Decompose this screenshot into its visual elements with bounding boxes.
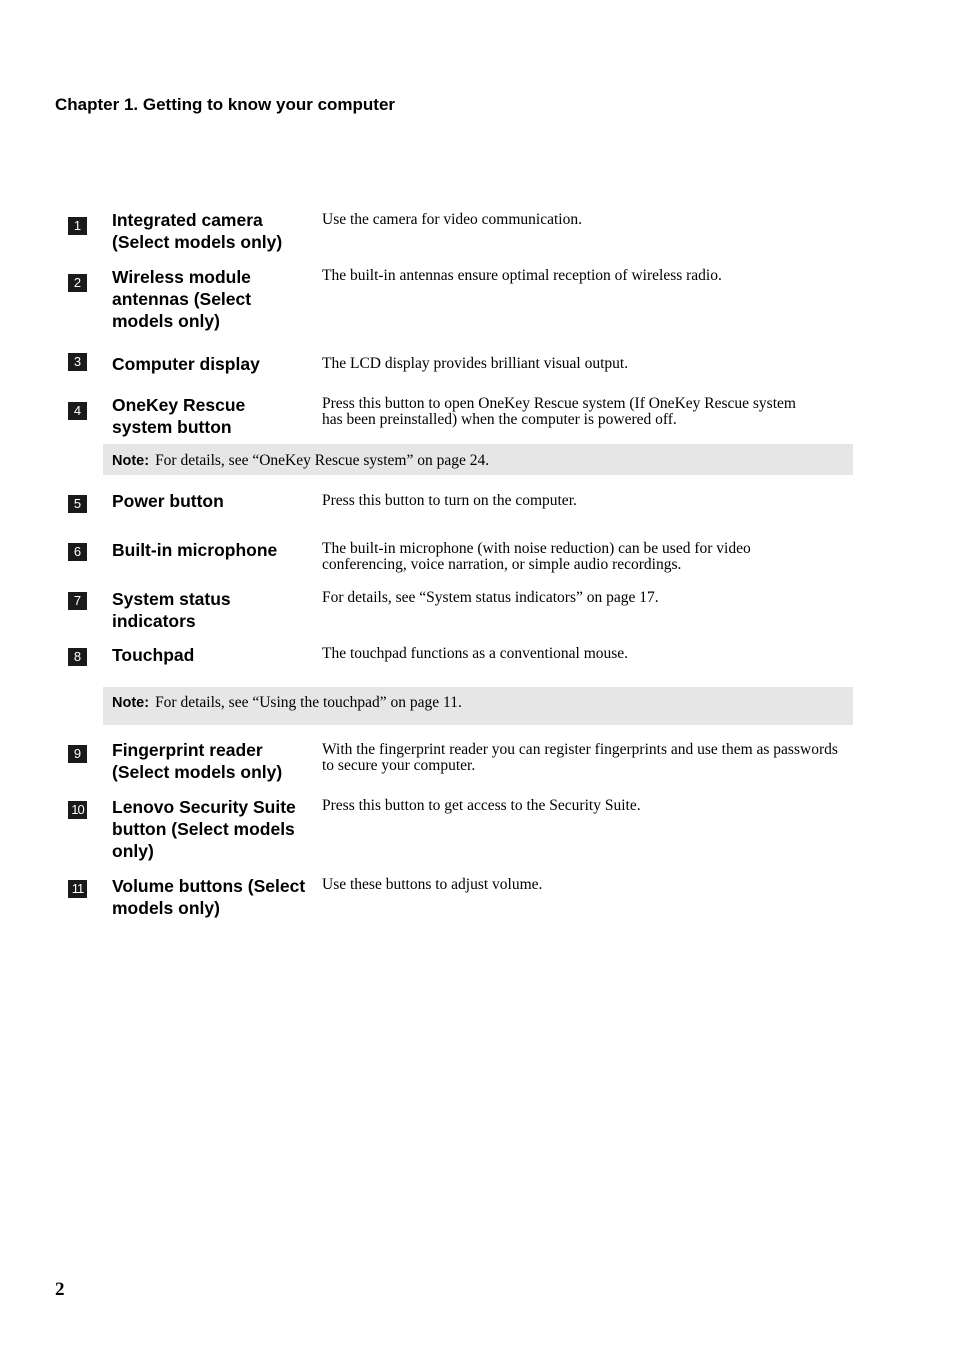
- item-description: The LCD display provides brilliant visual output.: [322, 355, 629, 372]
- callout-number: 11: [68, 880, 87, 898]
- item-name: Built-in microphone: [112, 540, 278, 560]
- callout-number: 4: [68, 402, 87, 420]
- item-name: Power button: [112, 491, 224, 511]
- item-description: Press this button to turn on the computer.: [322, 492, 577, 509]
- note-label: Note:: [112, 695, 150, 711]
- callout-number: 9: [68, 745, 87, 763]
- item-description: For details, see “System status indicators” on page 17.: [322, 589, 659, 606]
- callout-number: 10: [68, 801, 87, 819]
- callout-number: 3: [68, 353, 87, 371]
- item-description: Press this button to get access to the Security Suite.: [322, 797, 641, 814]
- item-name: Computer display: [112, 354, 260, 374]
- item-description: Use these buttons to adjust volume.: [322, 876, 543, 893]
- item-description: The built-in microphone (with noise reduction) can be used for video conferencing, voice narration, or simple audio recordings.: [322, 540, 751, 573]
- note-text: For details, see “OneKey Rescue system” on page 24.: [155, 452, 490, 469]
- item-name: System status indicators: [112, 589, 231, 631]
- note-label: Note:: [112, 453, 150, 469]
- item-description: Press this button to open OneKey Rescue system (If OneKey Rescue system has been preinstalled) when the computer is powered off.: [322, 395, 796, 428]
- item-description: The built-in antennas ensure optimal reception of wireless radio.: [322, 267, 722, 284]
- callout-number: 7: [68, 592, 87, 610]
- callout-number: 8: [68, 648, 87, 666]
- item-name: Lenovo Security Suite button (Select models only): [112, 797, 296, 861]
- item-name: Integrated camera (Select models only): [112, 210, 283, 252]
- callout-number: 2: [68, 274, 87, 292]
- item-description: The touchpad functions as a conventional mouse.: [322, 645, 629, 662]
- callout-number: 5: [68, 495, 87, 513]
- item-name: Touchpad: [112, 645, 195, 665]
- note-text: For details, see “Using the touchpad” on page 11.: [155, 694, 462, 711]
- item-name: Fingerprint reader (Select models only): [112, 740, 283, 782]
- note-box: [103, 444, 853, 475]
- item-name: Wireless module antennas (Select models only): [112, 267, 252, 331]
- callout-number: 6: [68, 543, 87, 561]
- page-number: 2: [55, 1279, 65, 1300]
- item-description: Use the camera for video communication.: [322, 211, 582, 228]
- item-name: Volume buttons (Select models only): [112, 876, 306, 918]
- chapter-title: Chapter 1. Getting to know your computer: [55, 95, 396, 114]
- note-box: [103, 687, 853, 725]
- item-name: OneKey Rescue system button: [112, 395, 246, 437]
- item-description: With the fingerprint reader you can register fingerprints and use them as passwords to secure your computer.: [322, 741, 838, 774]
- callout-number: 1: [68, 217, 87, 235]
